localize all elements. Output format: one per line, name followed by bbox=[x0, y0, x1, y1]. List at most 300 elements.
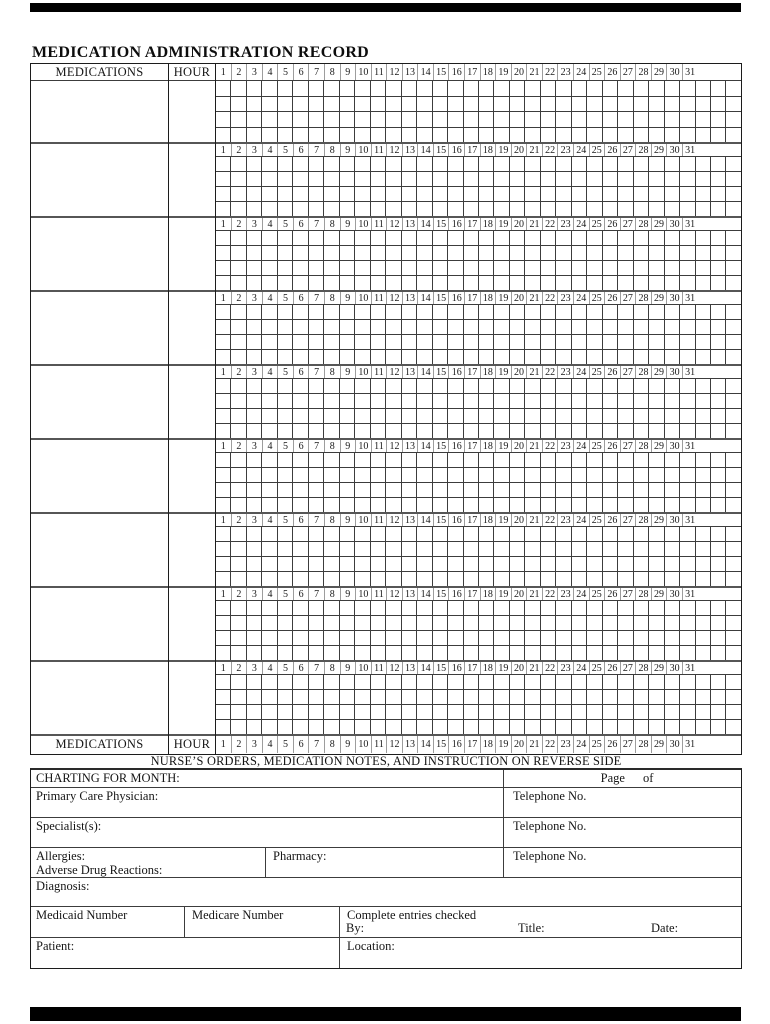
day-grid-cell[interactable] bbox=[726, 261, 740, 275]
day-grid-cell[interactable] bbox=[510, 81, 525, 96]
day-grid-cell[interactable] bbox=[649, 128, 664, 143]
day-grid-cell[interactable] bbox=[711, 675, 726, 689]
day-grid-cell[interactable] bbox=[510, 675, 525, 689]
day-grid-cell[interactable] bbox=[556, 557, 571, 571]
day-grid-cell[interactable] bbox=[711, 705, 726, 719]
day-grid-cell[interactable] bbox=[541, 646, 556, 660]
day-grid-cell[interactable] bbox=[572, 261, 587, 275]
day-grid-cell[interactable] bbox=[309, 172, 324, 186]
day-grid-cell[interactable] bbox=[618, 542, 633, 556]
day-grid-cell[interactable] bbox=[324, 261, 339, 275]
day-grid-cell[interactable] bbox=[324, 542, 339, 556]
day-grid-cell[interactable] bbox=[696, 350, 711, 364]
day-grid-cell[interactable] bbox=[680, 601, 695, 615]
day-grid-cell[interactable] bbox=[525, 320, 540, 334]
day-grid-cell[interactable] bbox=[340, 246, 355, 260]
day-grid-cell[interactable] bbox=[340, 409, 355, 423]
day-grid-cell[interactable] bbox=[726, 350, 740, 364]
day-grid-cell[interactable] bbox=[216, 424, 231, 438]
day-grid-cell[interactable] bbox=[231, 542, 246, 556]
day-grid-cell[interactable] bbox=[479, 320, 494, 334]
day-grid-cell[interactable] bbox=[324, 335, 339, 349]
day-grid-cell[interactable] bbox=[711, 616, 726, 630]
day-grid-cell[interactable] bbox=[726, 646, 740, 660]
day-grid-cell[interactable] bbox=[510, 631, 525, 645]
day-grid-cell[interactable] bbox=[649, 572, 664, 586]
day-grid-cell[interactable] bbox=[510, 646, 525, 660]
day-grid-cell[interactable] bbox=[247, 157, 262, 171]
day-grid-cell[interactable] bbox=[510, 261, 525, 275]
day-grid-cell[interactable] bbox=[371, 601, 386, 615]
day-grid-cell[interactable] bbox=[464, 97, 479, 112]
day-grid-cell[interactable] bbox=[262, 690, 277, 704]
day-grid-cell[interactable] bbox=[634, 483, 649, 497]
day-grid-cell[interactable] bbox=[355, 202, 370, 216]
day-grid-cell[interactable] bbox=[711, 394, 726, 408]
day-grid-cell[interactable] bbox=[711, 409, 726, 423]
day-grid-cell[interactable] bbox=[324, 616, 339, 630]
day-grid-cell[interactable] bbox=[572, 690, 587, 704]
day-grid-cell[interactable] bbox=[618, 320, 633, 334]
day-grid-cell[interactable] bbox=[448, 646, 463, 660]
day-grid-cell[interactable] bbox=[494, 320, 509, 334]
day-grid-cell[interactable] bbox=[525, 202, 540, 216]
day-grid-cell[interactable] bbox=[696, 202, 711, 216]
day-grid-cell[interactable] bbox=[603, 705, 618, 719]
day-grid-cell[interactable] bbox=[634, 157, 649, 171]
day-grid-cell[interactable] bbox=[665, 246, 680, 260]
day-grid-cell[interactable] bbox=[324, 276, 339, 290]
day-grid-cell[interactable] bbox=[587, 409, 602, 423]
day-grid-cell[interactable] bbox=[340, 705, 355, 719]
day-grid-cell[interactable] bbox=[603, 187, 618, 201]
day-grid-cell[interactable] bbox=[386, 231, 401, 245]
day-grid-cell[interactable] bbox=[371, 424, 386, 438]
day-grid-cell[interactable] bbox=[448, 276, 463, 290]
day-grid-cell[interactable] bbox=[293, 379, 308, 393]
medication-entry-cell[interactable] bbox=[31, 588, 168, 662]
day-grid-cell[interactable] bbox=[665, 468, 680, 482]
day-grid-cell[interactable] bbox=[649, 202, 664, 216]
day-grid-cell[interactable] bbox=[433, 601, 448, 615]
day-grid-cell[interactable] bbox=[603, 631, 618, 645]
day-grid-cell[interactable] bbox=[293, 557, 308, 571]
day-grid-cell[interactable] bbox=[433, 305, 448, 319]
day-grid-cell[interactable] bbox=[355, 305, 370, 319]
day-grid-cell[interactable] bbox=[448, 335, 463, 349]
day-grid-cell[interactable] bbox=[216, 202, 231, 216]
day-grid-cell[interactable] bbox=[634, 527, 649, 541]
day-grid-cell[interactable] bbox=[278, 601, 293, 615]
day-grid-cell[interactable] bbox=[556, 601, 571, 615]
medication-entry-cell[interactable] bbox=[31, 662, 168, 736]
day-grid-cell[interactable] bbox=[556, 335, 571, 349]
day-grid-cell[interactable] bbox=[417, 690, 432, 704]
day-grid-cell[interactable] bbox=[603, 231, 618, 245]
day-grid-cell[interactable] bbox=[448, 616, 463, 630]
day-grid-cell[interactable] bbox=[726, 690, 740, 704]
day-grid-cell[interactable] bbox=[355, 468, 370, 482]
day-grid-cell[interactable] bbox=[618, 631, 633, 645]
day-grid-cell[interactable] bbox=[587, 720, 602, 734]
day-grid-cell[interactable] bbox=[371, 690, 386, 704]
day-grid-cell[interactable] bbox=[293, 690, 308, 704]
day-grid-cell[interactable] bbox=[587, 276, 602, 290]
day-grid-cell[interactable] bbox=[386, 409, 401, 423]
day-grid-cell[interactable] bbox=[587, 172, 602, 186]
day-grid-cell[interactable] bbox=[293, 261, 308, 275]
day-grid-cell[interactable] bbox=[231, 81, 246, 96]
day-grid-cell[interactable] bbox=[293, 81, 308, 96]
day-grid-cell[interactable] bbox=[525, 157, 540, 171]
day-grid-cell[interactable] bbox=[618, 646, 633, 660]
day-grid-cell[interactable] bbox=[433, 527, 448, 541]
day-grid-cell[interactable] bbox=[448, 601, 463, 615]
day-grid-cell[interactable] bbox=[231, 483, 246, 497]
day-grid-cell[interactable] bbox=[680, 335, 695, 349]
day-grid-cell[interactable] bbox=[634, 350, 649, 364]
day-grid-cell[interactable] bbox=[371, 542, 386, 556]
day-grid-cell[interactable] bbox=[262, 276, 277, 290]
day-grid-cell[interactable] bbox=[649, 379, 664, 393]
day-grid-cell[interactable] bbox=[665, 453, 680, 467]
day-grid-cell[interactable] bbox=[649, 97, 664, 112]
day-grid-cell[interactable] bbox=[494, 231, 509, 245]
day-grid-cell[interactable] bbox=[386, 705, 401, 719]
day-grid-cell[interactable] bbox=[525, 720, 540, 734]
day-grid-cell[interactable] bbox=[355, 616, 370, 630]
day-grid-cell[interactable] bbox=[433, 394, 448, 408]
day-grid-cell[interactable] bbox=[293, 157, 308, 171]
day-grid-cell[interactable] bbox=[680, 305, 695, 319]
day-grid-cell[interactable] bbox=[525, 305, 540, 319]
day-grid-cell[interactable] bbox=[464, 394, 479, 408]
day-grid-cell[interactable] bbox=[464, 128, 479, 143]
day-grid-cell[interactable] bbox=[510, 276, 525, 290]
day-grid-cell[interactable] bbox=[262, 335, 277, 349]
day-grid-cell[interactable] bbox=[386, 527, 401, 541]
day-grid-cell[interactable] bbox=[603, 128, 618, 143]
day-grid-cell[interactable] bbox=[231, 112, 246, 127]
day-grid-cell[interactable] bbox=[386, 81, 401, 96]
day-grid-cell[interactable] bbox=[726, 276, 740, 290]
day-grid-cell[interactable] bbox=[216, 453, 231, 467]
day-grid-cell[interactable] bbox=[494, 246, 509, 260]
day-grid-cell[interactable] bbox=[417, 394, 432, 408]
day-grid-cell[interactable] bbox=[711, 424, 726, 438]
day-grid-cell[interactable] bbox=[556, 616, 571, 630]
day-grid-cell[interactable] bbox=[494, 616, 509, 630]
day-grid-cell[interactable] bbox=[479, 601, 494, 615]
day-grid-cell[interactable] bbox=[262, 498, 277, 512]
day-grid-cell[interactable] bbox=[649, 261, 664, 275]
day-grid-cell[interactable] bbox=[464, 379, 479, 393]
day-grid-cell[interactable] bbox=[556, 527, 571, 541]
day-grid-cell[interactable] bbox=[696, 631, 711, 645]
day-grid-cell[interactable] bbox=[402, 572, 417, 586]
day-grid-cell[interactable] bbox=[371, 231, 386, 245]
day-grid-cell[interactable] bbox=[510, 424, 525, 438]
day-grid-cell[interactable] bbox=[402, 246, 417, 260]
day-grid-cell[interactable] bbox=[448, 483, 463, 497]
day-grid-cell[interactable] bbox=[371, 187, 386, 201]
day-grid-cell[interactable] bbox=[603, 542, 618, 556]
day-grid-cell[interactable] bbox=[402, 187, 417, 201]
day-grid-cell[interactable] bbox=[231, 276, 246, 290]
day-grid-cell[interactable] bbox=[216, 720, 231, 734]
day-grid-cell[interactable] bbox=[603, 498, 618, 512]
day-grid-cell[interactable] bbox=[541, 276, 556, 290]
day-grid-cell[interactable] bbox=[324, 572, 339, 586]
day-grid-cell[interactable] bbox=[649, 394, 664, 408]
entries-checked-field[interactable] bbox=[339, 907, 741, 937]
day-grid-cell[interactable] bbox=[417, 424, 432, 438]
day-grid-cell[interactable] bbox=[665, 350, 680, 364]
day-grid-cell[interactable] bbox=[231, 453, 246, 467]
day-grid-cell[interactable] bbox=[355, 498, 370, 512]
day-grid-cell[interactable] bbox=[278, 631, 293, 645]
day-grid-cell[interactable] bbox=[556, 261, 571, 275]
day-grid-cell[interactable] bbox=[448, 97, 463, 112]
day-grid-cell[interactable] bbox=[665, 97, 680, 112]
day-grid-cell[interactable] bbox=[433, 379, 448, 393]
day-grid-cell[interactable] bbox=[726, 187, 740, 201]
day-grid-cell[interactable] bbox=[525, 97, 540, 112]
day-grid-cell[interactable] bbox=[618, 305, 633, 319]
day-grid-cell[interactable] bbox=[649, 409, 664, 423]
day-grid-cell[interactable] bbox=[494, 675, 509, 689]
day-grid-cell[interactable] bbox=[262, 675, 277, 689]
day-grid-cell[interactable] bbox=[216, 631, 231, 645]
day-grid-cell[interactable] bbox=[572, 705, 587, 719]
day-grid-cell[interactable] bbox=[726, 97, 740, 112]
day-grid-cell[interactable] bbox=[324, 409, 339, 423]
day-grid-cell[interactable] bbox=[587, 97, 602, 112]
day-grid-cell[interactable] bbox=[649, 557, 664, 571]
day-grid-cell[interactable] bbox=[464, 157, 479, 171]
day-grid-cell[interactable] bbox=[216, 128, 231, 143]
day-grid-cell[interactable] bbox=[603, 616, 618, 630]
day-grid-cell[interactable] bbox=[479, 720, 494, 734]
day-grid-cell[interactable] bbox=[634, 646, 649, 660]
day-grid-cell[interactable] bbox=[587, 394, 602, 408]
day-grid-cell[interactable] bbox=[464, 409, 479, 423]
day-grid-cell[interactable] bbox=[634, 675, 649, 689]
day-grid-cell[interactable] bbox=[371, 128, 386, 143]
day-grid-cell[interactable] bbox=[726, 527, 740, 541]
day-grid-cell[interactable] bbox=[262, 424, 277, 438]
day-grid-cell[interactable] bbox=[386, 720, 401, 734]
day-grid-cell[interactable] bbox=[309, 335, 324, 349]
day-grid-cell[interactable] bbox=[433, 97, 448, 112]
day-grid-cell[interactable] bbox=[556, 498, 571, 512]
day-grid-cell[interactable] bbox=[634, 172, 649, 186]
day-grid-cell[interactable] bbox=[479, 468, 494, 482]
day-grid-cell[interactable] bbox=[262, 631, 277, 645]
day-grid-cell[interactable] bbox=[711, 335, 726, 349]
day-grid-cell[interactable] bbox=[402, 157, 417, 171]
day-grid-cell[interactable] bbox=[680, 542, 695, 556]
day-grid-cell[interactable] bbox=[587, 527, 602, 541]
day-grid-cell[interactable] bbox=[371, 616, 386, 630]
day-grid-cell[interactable] bbox=[262, 261, 277, 275]
day-grid-cell[interactable] bbox=[355, 335, 370, 349]
day-grid-cell[interactable] bbox=[541, 483, 556, 497]
day-grid-cell[interactable] bbox=[510, 720, 525, 734]
day-grid-cell[interactable] bbox=[216, 305, 231, 319]
day-grid-cell[interactable] bbox=[696, 720, 711, 734]
day-grid-cell[interactable] bbox=[371, 705, 386, 719]
day-grid-cell[interactable] bbox=[494, 81, 509, 96]
day-grid-cell[interactable] bbox=[355, 705, 370, 719]
day-grid-cell[interactable] bbox=[448, 453, 463, 467]
day-grid-cell[interactable] bbox=[494, 350, 509, 364]
day-grid-cell[interactable] bbox=[587, 631, 602, 645]
day-grid-cell[interactable] bbox=[603, 572, 618, 586]
day-grid-cell[interactable] bbox=[355, 720, 370, 734]
day-grid-cell[interactable] bbox=[402, 394, 417, 408]
date-field[interactable]: Date: bbox=[651, 920, 679, 935]
day-grid-cell[interactable] bbox=[216, 335, 231, 349]
day-grid-cell[interactable] bbox=[417, 97, 432, 112]
day-grid-cell[interactable] bbox=[587, 350, 602, 364]
day-grid-cell[interactable] bbox=[556, 246, 571, 260]
day-grid-cell[interactable] bbox=[247, 646, 262, 660]
day-grid-cell[interactable] bbox=[216, 81, 231, 96]
day-grid-cell[interactable] bbox=[231, 128, 246, 143]
day-grid-cell[interactable] bbox=[309, 246, 324, 260]
day-grid-cell[interactable] bbox=[231, 157, 246, 171]
day-grid-cell[interactable] bbox=[726, 246, 740, 260]
day-grid-cell[interactable] bbox=[386, 424, 401, 438]
day-grid-cell[interactable] bbox=[402, 409, 417, 423]
day-grid-cell[interactable] bbox=[572, 231, 587, 245]
day-grid-cell[interactable] bbox=[355, 424, 370, 438]
day-grid-cell[interactable] bbox=[680, 261, 695, 275]
day-grid-cell[interactable] bbox=[293, 616, 308, 630]
day-grid-cell[interactable] bbox=[634, 97, 649, 112]
day-grid-cell[interactable] bbox=[479, 394, 494, 408]
day-grid-cell[interactable] bbox=[386, 572, 401, 586]
day-grid-cell[interactable] bbox=[417, 498, 432, 512]
day-grid-cell[interactable] bbox=[231, 572, 246, 586]
day-grid-cell[interactable] bbox=[262, 453, 277, 467]
day-grid-cell[interactable] bbox=[603, 424, 618, 438]
day-grid-cell[interactable] bbox=[479, 705, 494, 719]
day-grid-cell[interactable] bbox=[448, 157, 463, 171]
day-grid-cell[interactable] bbox=[324, 394, 339, 408]
day-grid-cell[interactable] bbox=[726, 409, 740, 423]
day-grid-cell[interactable] bbox=[371, 483, 386, 497]
day-grid-cell[interactable] bbox=[340, 527, 355, 541]
day-grid-cell[interactable] bbox=[680, 97, 695, 112]
day-grid-cell[interactable] bbox=[402, 424, 417, 438]
day-grid-cell[interactable] bbox=[494, 202, 509, 216]
day-grid-cell[interactable] bbox=[556, 128, 571, 143]
day-grid-cell[interactable] bbox=[603, 81, 618, 96]
day-grid-cell[interactable] bbox=[696, 557, 711, 571]
day-grid-cell[interactable] bbox=[541, 112, 556, 127]
day-grid-cell[interactable] bbox=[386, 394, 401, 408]
day-grid-cell[interactable] bbox=[556, 112, 571, 127]
day-grid-cell[interactable] bbox=[510, 112, 525, 127]
day-grid-cell[interactable] bbox=[278, 97, 293, 112]
day-grid-cell[interactable] bbox=[417, 157, 432, 171]
day-grid-cell[interactable] bbox=[309, 409, 324, 423]
day-grid-cell[interactable] bbox=[247, 261, 262, 275]
day-grid-cell[interactable] bbox=[665, 631, 680, 645]
day-grid-cell[interactable] bbox=[324, 157, 339, 171]
day-grid-cell[interactable] bbox=[324, 202, 339, 216]
day-grid-cell[interactable] bbox=[680, 379, 695, 393]
day-grid-cell[interactable] bbox=[665, 690, 680, 704]
day-grid-cell[interactable] bbox=[680, 424, 695, 438]
day-grid-cell[interactable] bbox=[494, 601, 509, 615]
day-grid-cell[interactable] bbox=[216, 542, 231, 556]
day-grid-cell[interactable] bbox=[556, 424, 571, 438]
day-grid-cell[interactable] bbox=[711, 276, 726, 290]
day-grid-cell[interactable] bbox=[587, 335, 602, 349]
day-grid-cell[interactable] bbox=[402, 350, 417, 364]
day-grid-cell[interactable] bbox=[417, 675, 432, 689]
day-grid-cell[interactable] bbox=[696, 305, 711, 319]
day-grid-cell[interactable] bbox=[278, 616, 293, 630]
day-grid-cell[interactable] bbox=[494, 424, 509, 438]
day-grid-cell[interactable] bbox=[464, 646, 479, 660]
day-grid-cell[interactable] bbox=[556, 305, 571, 319]
day-grid-cell[interactable] bbox=[278, 394, 293, 408]
day-grid-cell[interactable] bbox=[587, 81, 602, 96]
day-grid-cell[interactable] bbox=[216, 246, 231, 260]
day-grid-cell[interactable] bbox=[464, 705, 479, 719]
day-grid-cell[interactable] bbox=[649, 231, 664, 245]
day-grid-cell[interactable] bbox=[324, 350, 339, 364]
day-grid-cell[interactable] bbox=[448, 468, 463, 482]
day-grid-cell[interactable] bbox=[433, 690, 448, 704]
day-grid-cell[interactable] bbox=[603, 305, 618, 319]
day-grid-cell[interactable] bbox=[510, 350, 525, 364]
day-grid-cell[interactable] bbox=[572, 675, 587, 689]
day-grid-cell[interactable] bbox=[386, 379, 401, 393]
day-grid-cell[interactable] bbox=[510, 542, 525, 556]
day-grid-cell[interactable] bbox=[216, 616, 231, 630]
day-grid-cell[interactable] bbox=[417, 379, 432, 393]
day-grid-cell[interactable] bbox=[479, 157, 494, 171]
day-grid-cell[interactable] bbox=[293, 601, 308, 615]
day-grid-cell[interactable] bbox=[510, 379, 525, 393]
day-grid-cell[interactable] bbox=[309, 542, 324, 556]
day-grid-cell[interactable] bbox=[510, 172, 525, 186]
day-grid-cell[interactable] bbox=[355, 172, 370, 186]
day-grid-cell[interactable] bbox=[309, 112, 324, 127]
day-grid-cell[interactable] bbox=[649, 705, 664, 719]
day-grid-cell[interactable] bbox=[464, 542, 479, 556]
day-grid-cell[interactable] bbox=[340, 157, 355, 171]
day-grid-cell[interactable] bbox=[525, 705, 540, 719]
day-grid-cell[interactable] bbox=[324, 172, 339, 186]
day-grid-cell[interactable] bbox=[587, 572, 602, 586]
day-grid-cell[interactable] bbox=[603, 409, 618, 423]
day-grid-cell[interactable] bbox=[726, 601, 740, 615]
day-grid-cell[interactable] bbox=[278, 157, 293, 171]
day-grid-cell[interactable] bbox=[525, 498, 540, 512]
day-grid-cell[interactable] bbox=[247, 424, 262, 438]
day-grid-cell[interactable] bbox=[464, 172, 479, 186]
day-grid-cell[interactable] bbox=[417, 468, 432, 482]
day-grid-cell[interactable] bbox=[525, 335, 540, 349]
day-grid-cell[interactable] bbox=[216, 498, 231, 512]
day-grid-cell[interactable] bbox=[525, 616, 540, 630]
